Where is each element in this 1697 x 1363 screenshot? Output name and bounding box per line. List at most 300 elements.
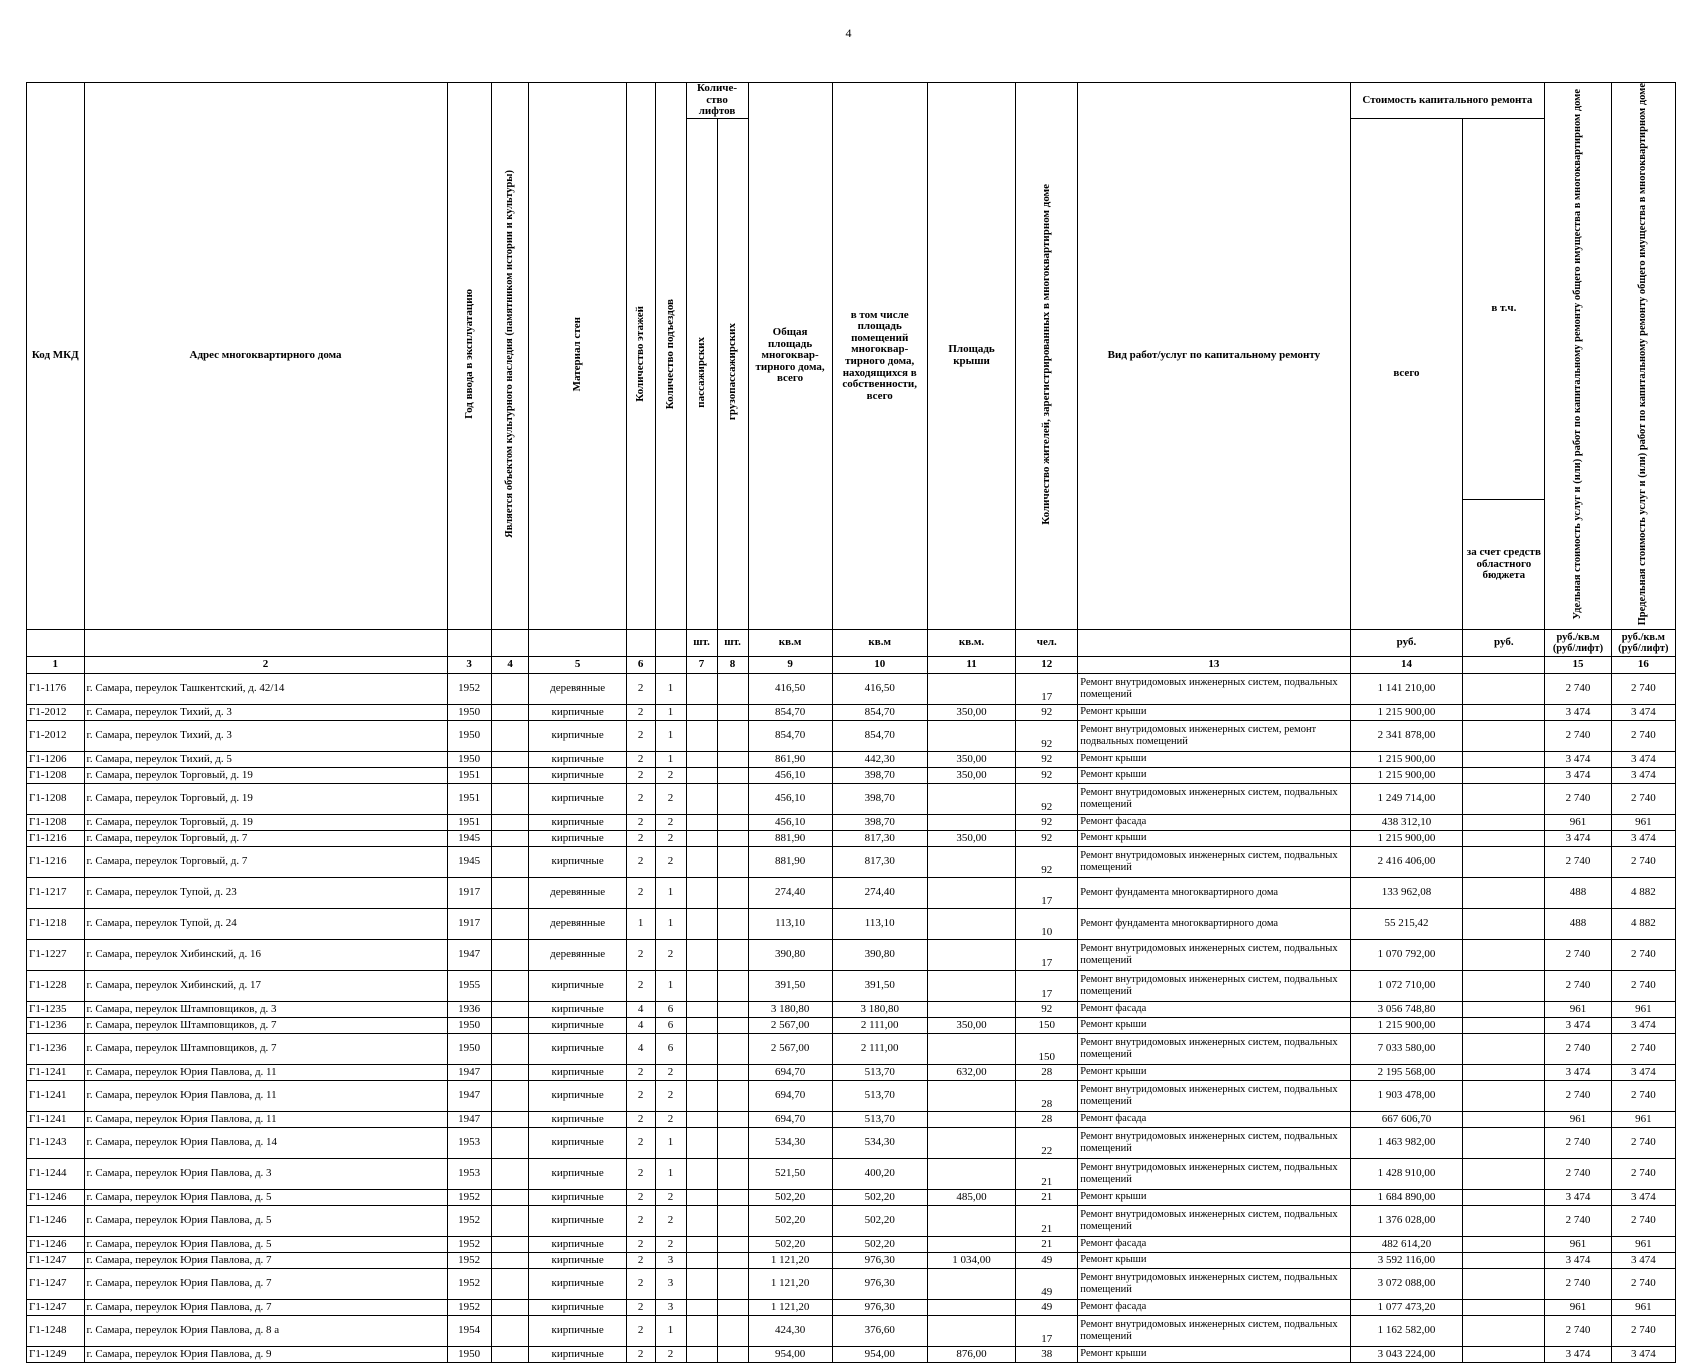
cell-entrances: 3 [655, 1268, 686, 1299]
table-row [27, 1017, 1676, 1033]
cell-entrances: 1 [655, 1127, 686, 1158]
table-row [27, 1001, 1676, 1017]
table-row [27, 1080, 1676, 1111]
cell-max-cost: 3 474 [1611, 830, 1675, 846]
cell-lifts-passenger [686, 1111, 717, 1127]
cell-regional-budget [1463, 783, 1545, 814]
unit-rub-1: руб. [1350, 629, 1463, 656]
cell-year: 1953 [447, 1127, 491, 1158]
cell-unit-cost: 2 740 [1545, 970, 1611, 1001]
cell-work-type: Ремонт внутридомовых инженерных систем, подвальных помещений [1078, 1033, 1350, 1064]
cell-regional-budget [1463, 1111, 1545, 1127]
cell-owned-area: 976,30 [832, 1268, 927, 1299]
cell-entrances: 1 [655, 704, 686, 720]
cell-max-cost: 2 740 [1611, 970, 1675, 1001]
cell-heritage [491, 783, 529, 814]
cell-lifts-passenger [686, 1080, 717, 1111]
cell-unit-cost: 2 740 [1545, 673, 1611, 704]
cell-residents: 21 [1016, 1205, 1078, 1236]
cell-total-area: 502,20 [748, 1236, 832, 1252]
cell-work-type: Ремонт крыши [1078, 1252, 1350, 1268]
column-number: 16 [1611, 656, 1675, 673]
cell-residents: 28 [1016, 1064, 1078, 1080]
cell-heritage [491, 1205, 529, 1236]
cell-cost-total: 1 903 478,00 [1350, 1080, 1463, 1111]
cell-code: Г1-1218 [27, 908, 85, 939]
header-incl: в т.ч. [1463, 118, 1545, 499]
cell-work-type: Ремонт фундамента многоквартирного дома [1078, 877, 1350, 908]
header-unit-cost: Удельная стоимость услуг и (или) работ по капитальному ремонту общего имущества в многоквартирном доме [1571, 88, 1583, 620]
cell-entrances: 2 [655, 1189, 686, 1205]
cell-regional-budget [1463, 830, 1545, 846]
cell-max-cost: 3 474 [1611, 1346, 1675, 1362]
cell-year: 1945 [447, 830, 491, 846]
cell-residents: 92 [1016, 1001, 1078, 1017]
cell-regional-budget [1463, 877, 1545, 908]
cell-heritage [491, 877, 529, 908]
cell-roof-area [927, 939, 1016, 970]
header-address: Адрес многоквартирного дома [84, 83, 447, 630]
cell-address: г. Самара, переулок Торговый, д. 7 [84, 830, 447, 846]
cell-roof-area: 1 034,00 [927, 1252, 1016, 1268]
cell-address: г. Самара, переулок Тихий, д. 5 [84, 751, 447, 767]
header-heritage: Является объектом культурного наследия (памятником истории и культуры) [504, 170, 516, 539]
cell-entrances: 2 [655, 814, 686, 830]
cell-heritage [491, 939, 529, 970]
cell-regional-budget [1463, 846, 1545, 877]
cell-code: Г1-1216 [27, 846, 85, 877]
cell-code: Г1-1243 [27, 1127, 85, 1158]
cell-regional-budget [1463, 814, 1545, 830]
cell-residents: 21 [1016, 1236, 1078, 1252]
cell-heritage [491, 1017, 529, 1033]
cell-lifts-cargo [717, 783, 748, 814]
cell-roof-area [927, 720, 1016, 751]
column-number: 1 [27, 656, 85, 673]
cell-roof-area: 350,00 [927, 704, 1016, 720]
cell-floors: 2 [626, 1064, 655, 1080]
cell-cost-total: 1 162 582,00 [1350, 1315, 1463, 1346]
table-row [27, 767, 1676, 783]
column-number [655, 656, 686, 673]
cell-roof-area: 632,00 [927, 1064, 1016, 1080]
cell-year: 1952 [447, 1299, 491, 1315]
cell-max-cost: 961 [1611, 814, 1675, 830]
cell-heritage [491, 1252, 529, 1268]
cell-unit-cost: 488 [1545, 908, 1611, 939]
cell-address: г. Самара, переулок Юрия Павлова, д. 9 [84, 1346, 447, 1362]
cell-year: 1954 [447, 1315, 491, 1346]
cell-owned-area: 400,20 [832, 1158, 927, 1189]
cell-lifts-passenger [686, 1064, 717, 1080]
cell-walls: кирпичные [529, 970, 626, 1001]
cell-entrances: 1 [655, 1315, 686, 1346]
cell-residents: 92 [1016, 783, 1078, 814]
header-owned-area: в том числе площадь помещений многоквар-тирного дома, находящихся в собственности, всего [832, 83, 927, 630]
cell-cost-total: 3 043 224,00 [1350, 1346, 1463, 1362]
cell-heritage [491, 1299, 529, 1315]
cell-floors: 2 [626, 1205, 655, 1236]
cell-max-cost: 961 [1611, 1236, 1675, 1252]
cell-code: Г1-1246 [27, 1205, 85, 1236]
cell-entrances: 1 [655, 751, 686, 767]
cell-entrances: 2 [655, 939, 686, 970]
cell-roof-area: 350,00 [927, 1017, 1016, 1033]
cell-work-type: Ремонт внутридомовых инженерных систем, подвальных помещений [1078, 783, 1350, 814]
cell-lifts-cargo [717, 673, 748, 704]
cell-work-type: Ремонт крыши [1078, 1189, 1350, 1205]
cell-roof-area: 876,00 [927, 1346, 1016, 1362]
cell-regional-budget [1463, 1299, 1545, 1315]
cell-cost-total: 1 215 900,00 [1350, 1017, 1463, 1033]
cell-code: Г1-1241 [27, 1080, 85, 1111]
cell-floors: 2 [626, 846, 655, 877]
cell-work-type: Ремонт фасада [1078, 1299, 1350, 1315]
cell-residents: 92 [1016, 846, 1078, 877]
cell-work-type: Ремонт внутридомовых инженерных систем, подвальных помещений [1078, 1268, 1350, 1299]
cell-floors: 2 [626, 783, 655, 814]
cell-max-cost: 2 740 [1611, 1080, 1675, 1111]
cell-walls: кирпичные [529, 1001, 626, 1017]
cell-lifts-passenger [686, 1268, 717, 1299]
cell-code: Г1-1241 [27, 1064, 85, 1080]
cell-year: 1952 [447, 1268, 491, 1299]
cell-walls: кирпичные [529, 1236, 626, 1252]
cell-residents: 92 [1016, 704, 1078, 720]
cell-year: 1952 [447, 1236, 491, 1252]
cell-heritage [491, 846, 529, 877]
cell-total-area: 2 567,00 [748, 1017, 832, 1033]
cell-entrances: 6 [655, 1001, 686, 1017]
cell-lifts-passenger [686, 751, 717, 767]
table-row [27, 1346, 1676, 1362]
cell-lifts-cargo [717, 846, 748, 877]
cell-walls: деревянные [529, 908, 626, 939]
cell-roof-area [927, 970, 1016, 1001]
column-number: 9 [748, 656, 832, 673]
cell-entrances: 6 [655, 1017, 686, 1033]
cell-residents: 92 [1016, 767, 1078, 783]
cell-code: Г1-1208 [27, 814, 85, 830]
cell-owned-area: 3 180,80 [832, 1001, 927, 1017]
cell-year: 1936 [447, 1001, 491, 1017]
cell-cost-total: 1 070 792,00 [1350, 939, 1463, 970]
cell-lifts-cargo [717, 1346, 748, 1362]
cell-walls: кирпичные [529, 1127, 626, 1158]
cell-residents: 92 [1016, 830, 1078, 846]
cell-max-cost: 2 740 [1611, 720, 1675, 751]
cell-max-cost: 961 [1611, 1299, 1675, 1315]
cell-regional-budget [1463, 767, 1545, 783]
cell-total-area: 954,00 [748, 1346, 832, 1362]
cell-address: г. Самара, переулок Торговый, д. 19 [84, 783, 447, 814]
cell-code: Г1-1236 [27, 1033, 85, 1064]
cell-floors: 2 [626, 1268, 655, 1299]
column-number: 11 [927, 656, 1016, 673]
cell-roof-area [927, 1001, 1016, 1017]
cell-lifts-cargo [717, 1252, 748, 1268]
cell-unit-cost: 488 [1545, 877, 1611, 908]
cell-residents: 150 [1016, 1033, 1078, 1064]
column-number: 2 [84, 656, 447, 673]
cell-lifts-cargo [717, 751, 748, 767]
cell-total-area: 1 121,20 [748, 1268, 832, 1299]
cell-roof-area [927, 1236, 1016, 1252]
unit-rub-sqm-1: руб./кв.м (руб/лифт) [1545, 629, 1611, 656]
unit-rub-2: руб. [1463, 629, 1545, 656]
cell-owned-area: 398,70 [832, 767, 927, 783]
cell-lifts-passenger [686, 846, 717, 877]
cell-walls: кирпичные [529, 1033, 626, 1064]
cell-cost-total: 1 215 900,00 [1350, 830, 1463, 846]
cell-code: Г1-1208 [27, 767, 85, 783]
cell-owned-area: 416,50 [832, 673, 927, 704]
cell-cost-total: 3 056 748,80 [1350, 1001, 1463, 1017]
cell-address: г. Самара, переулок Юрия Павлова, д. 11 [84, 1080, 447, 1111]
table-row [27, 1127, 1676, 1158]
cell-address: г. Самара, переулок Торговый, д. 7 [84, 846, 447, 877]
header-floors: Количество этажей [634, 306, 647, 403]
cell-max-cost: 3 474 [1611, 751, 1675, 767]
unit-sqm-2: кв.м [832, 629, 927, 656]
unit-people: чел. [1016, 629, 1078, 656]
cell-residents: 21 [1016, 1189, 1078, 1205]
cell-entrances: 2 [655, 1064, 686, 1080]
table-row [27, 751, 1676, 767]
cell-floors: 2 [626, 720, 655, 751]
cell-floors: 2 [626, 767, 655, 783]
cell-work-type: Ремонт внутридомовых инженерных систем, подвальных помещений [1078, 1205, 1350, 1236]
cell-roof-area [927, 1315, 1016, 1346]
cell-unit-cost: 3 474 [1545, 830, 1611, 846]
cell-year: 1950 [447, 704, 491, 720]
cell-regional-budget [1463, 1315, 1545, 1346]
cell-unit-cost: 3 474 [1545, 751, 1611, 767]
cell-unit-cost: 961 [1545, 1299, 1611, 1315]
cell-cost-total: 1 072 710,00 [1350, 970, 1463, 1001]
cell-heritage [491, 830, 529, 846]
cell-heritage [491, 1001, 529, 1017]
cell-max-cost: 2 740 [1611, 673, 1675, 704]
table-row [27, 970, 1676, 1001]
cell-regional-budget [1463, 1205, 1545, 1236]
cell-total-area: 456,10 [748, 767, 832, 783]
cell-work-type: Ремонт внутридомовых инженерных систем, подвальных помещений [1078, 1315, 1350, 1346]
cell-max-cost: 2 740 [1611, 1127, 1675, 1158]
cell-code: Г1-1244 [27, 1158, 85, 1189]
cell-floors: 2 [626, 704, 655, 720]
cell-walls: деревянные [529, 673, 626, 704]
cell-total-area: 521,50 [748, 1158, 832, 1189]
cell-lifts-cargo [717, 877, 748, 908]
table-row [27, 1064, 1676, 1080]
cell-unit-cost: 2 740 [1545, 720, 1611, 751]
table-row [27, 939, 1676, 970]
cell-residents: 10 [1016, 908, 1078, 939]
cell-max-cost: 3 474 [1611, 704, 1675, 720]
cell-walls: кирпичные [529, 1205, 626, 1236]
cell-code: Г1-1228 [27, 970, 85, 1001]
cell-regional-budget [1463, 1064, 1545, 1080]
cell-address: г. Самара, переулок Юрия Павлова, д. 5 [84, 1205, 447, 1236]
cell-total-area: 694,70 [748, 1064, 832, 1080]
cell-floors: 2 [626, 877, 655, 908]
cell-lifts-cargo [717, 704, 748, 720]
cell-entrances: 2 [655, 846, 686, 877]
cell-heritage [491, 1346, 529, 1362]
cell-residents: 17 [1016, 877, 1078, 908]
cell-address: г. Самара, переулок Юрия Павлова, д. 3 [84, 1158, 447, 1189]
cell-unit-cost: 3 474 [1545, 1017, 1611, 1033]
cell-entrances: 3 [655, 1299, 686, 1315]
cell-address: г. Самара, переулок Юрия Павлова, д. 7 [84, 1268, 447, 1299]
cell-cost-total: 2 341 878,00 [1350, 720, 1463, 751]
cell-residents: 28 [1016, 1111, 1078, 1127]
cell-cost-total: 482 614,20 [1350, 1236, 1463, 1252]
cell-heritage [491, 1236, 529, 1252]
cell-address: г. Самара, переулок Юрия Павлова, д. 14 [84, 1127, 447, 1158]
cell-cost-total: 2 416 406,00 [1350, 846, 1463, 877]
cell-roof-area [927, 1205, 1016, 1236]
cell-walls: кирпичные [529, 1346, 626, 1362]
cell-floors: 2 [626, 673, 655, 704]
cell-lifts-passenger [686, 908, 717, 939]
cell-regional-budget [1463, 939, 1545, 970]
cell-lifts-passenger [686, 1001, 717, 1017]
cell-regional-budget [1463, 673, 1545, 704]
cell-residents: 49 [1016, 1268, 1078, 1299]
cell-heritage [491, 720, 529, 751]
cell-heritage [491, 970, 529, 1001]
cell-heritage [491, 1315, 529, 1346]
column-number: 8 [717, 656, 748, 673]
cell-lifts-passenger [686, 1127, 717, 1158]
cell-floors: 2 [626, 814, 655, 830]
cell-lifts-cargo [717, 1017, 748, 1033]
cell-floors: 2 [626, 1236, 655, 1252]
cell-total-area: 854,70 [748, 704, 832, 720]
cell-work-type: Ремонт внутридомовых инженерных систем, подвальных помещений [1078, 1080, 1350, 1111]
cell-owned-area: 113,10 [832, 908, 927, 939]
cell-floors: 2 [626, 1299, 655, 1315]
cell-year: 1952 [447, 1252, 491, 1268]
cell-walls: кирпичные [529, 830, 626, 846]
cell-work-type: Ремонт фасада [1078, 1001, 1350, 1017]
unit-pcs-1: шт. [686, 629, 717, 656]
column-number: 4 [491, 656, 529, 673]
cell-owned-area: 502,20 [832, 1189, 927, 1205]
cell-max-cost: 2 740 [1611, 1033, 1675, 1064]
cell-unit-cost: 961 [1545, 814, 1611, 830]
cell-cost-total: 1 141 210,00 [1350, 673, 1463, 704]
cell-address: г. Самара, переулок Торговый, д. 19 [84, 814, 447, 830]
cell-unit-cost: 3 474 [1545, 1189, 1611, 1205]
cell-owned-area: 954,00 [832, 1346, 927, 1362]
header-lifts: Количе-ство лифтов [686, 83, 748, 119]
cell-entrances: 2 [655, 830, 686, 846]
table-row [27, 1236, 1676, 1252]
cell-max-cost: 2 740 [1611, 783, 1675, 814]
cell-owned-area: 534,30 [832, 1127, 927, 1158]
cell-work-type: Ремонт фасада [1078, 814, 1350, 830]
cell-total-area: 3 180,80 [748, 1001, 832, 1017]
cell-regional-budget [1463, 1236, 1545, 1252]
cell-address: г. Самара, переулок Юрия Павлова, д. 11 [84, 1111, 447, 1127]
cell-heritage [491, 1033, 529, 1064]
header-entrances: Количество подъездов [664, 299, 677, 410]
cell-year: 1950 [447, 1033, 491, 1064]
cell-lifts-cargo [717, 1236, 748, 1252]
cell-roof-area: 350,00 [927, 830, 1016, 846]
cell-code: Г1-1227 [27, 939, 85, 970]
cell-residents: 92 [1016, 814, 1078, 830]
column-number: 12 [1016, 656, 1078, 673]
header-year: Год ввода в эксплуатацию [462, 289, 475, 420]
cell-max-cost: 2 740 [1611, 1205, 1675, 1236]
cell-address: г. Самара, переулок Ташкентский, д. 42/14 [84, 673, 447, 704]
header-lifts-passenger: пассажирских [695, 336, 708, 408]
cell-year: 1950 [447, 1017, 491, 1033]
cell-owned-area: 502,20 [832, 1236, 927, 1252]
cell-code: Г1-1246 [27, 1189, 85, 1205]
cell-walls: кирпичные [529, 1158, 626, 1189]
cell-unit-cost: 3 474 [1545, 704, 1611, 720]
cell-max-cost: 2 740 [1611, 1268, 1675, 1299]
cell-floors: 2 [626, 939, 655, 970]
cell-walls: кирпичные [529, 1252, 626, 1268]
header-total-area: Общая площадь многоквар-тирного дома, всего [748, 83, 832, 630]
cell-lifts-cargo [717, 1268, 748, 1299]
cell-residents: 92 [1016, 751, 1078, 767]
cell-work-type: Ремонт крыши [1078, 1017, 1350, 1033]
cell-floors: 2 [626, 1252, 655, 1268]
cell-roof-area [927, 673, 1016, 704]
cell-regional-budget [1463, 1080, 1545, 1111]
cell-regional-budget [1463, 1001, 1545, 1017]
header-cost-total: всего [1350, 118, 1463, 629]
cell-residents: 17 [1016, 1315, 1078, 1346]
cell-roof-area [927, 846, 1016, 877]
cell-floors: 2 [626, 970, 655, 1001]
cell-unit-cost: 2 740 [1545, 1080, 1611, 1111]
cell-heritage [491, 704, 529, 720]
capital-repair-table [26, 82, 1676, 1363]
cell-owned-area: 398,70 [832, 814, 927, 830]
cell-address: г. Самара, переулок Юрия Павлова, д. 5 [84, 1236, 447, 1252]
cell-code: Г1-1249 [27, 1346, 85, 1362]
cell-floors: 4 [626, 1033, 655, 1064]
cell-floors: 2 [626, 1315, 655, 1346]
cell-entrances: 1 [655, 720, 686, 751]
cell-lifts-passenger [686, 1017, 717, 1033]
cell-owned-area: 376,60 [832, 1315, 927, 1346]
cell-residents: 49 [1016, 1252, 1078, 1268]
cell-lifts-passenger [686, 1205, 717, 1236]
cell-lifts-passenger [686, 830, 717, 846]
cell-code: Г1-1248 [27, 1315, 85, 1346]
cell-heritage [491, 1064, 529, 1080]
cell-year: 1951 [447, 767, 491, 783]
cell-regional-budget [1463, 1189, 1545, 1205]
cell-owned-area: 390,80 [832, 939, 927, 970]
cell-address: г. Самара, переулок Юрия Павлова, д. 11 [84, 1064, 447, 1080]
cell-lifts-passenger [686, 939, 717, 970]
cell-total-area: 1 121,20 [748, 1299, 832, 1315]
cell-unit-cost: 2 740 [1545, 1033, 1611, 1064]
cell-regional-budget [1463, 720, 1545, 751]
cell-year: 1947 [447, 939, 491, 970]
cell-address: г. Самара, переулок Штамповщиков, д. 3 [84, 1001, 447, 1017]
